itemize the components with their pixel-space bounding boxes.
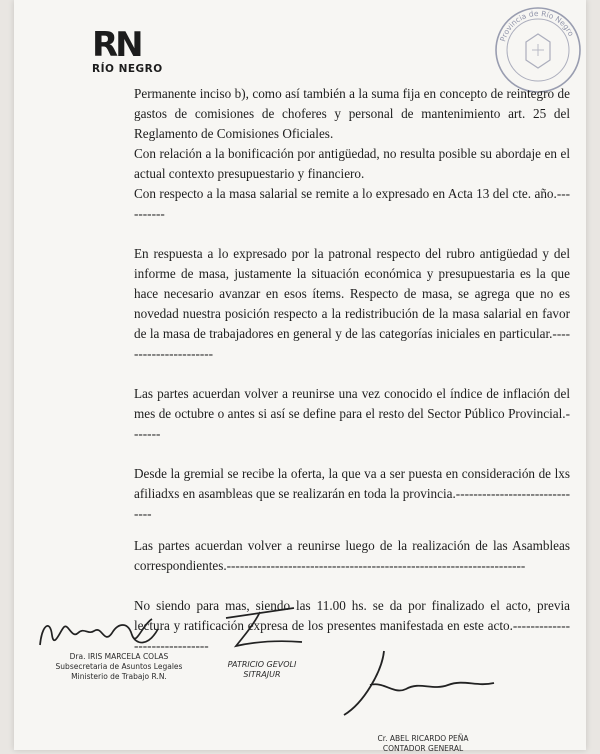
paragraph-inflation-meeting: Las partes acuerdan volver a reunirse una vez conocido el índice de inflación del mes de octubre o antes si así se define para el resto del Sector Público Provincial.------- xyxy=(134,386,570,441)
signer-right-name: Cr. ABEL RICARDO PEÑA xyxy=(377,734,469,743)
official-seal-icon xyxy=(492,4,584,96)
signature-middle xyxy=(214,604,334,654)
seal-text: Provincia de Río Negro xyxy=(498,8,576,43)
signer-left-name: Dra. IRIS MARCELA COLAS xyxy=(69,652,169,661)
paragraph-union-response: En respuesta a lo expresado por la patronal respecto del rubro antigüedad y del informe de masa, justamente la situación económica y presupuestaria es la que hace necesario avanzar en esos ítems. Respecto de masa, se agrega que no es novedad nuestra posición respecto a la redistribución de la masa salarial en favor de la masa de trabajadores en general y de las categorías iniciales en particular.---------------------- xyxy=(134,246,570,361)
logo-text: RÍO NEGRO xyxy=(92,63,163,75)
paragraph-offer-assemblies: Desde la gremial se recibe la oferta, la que va a ser puesta en consideración de lxs afiliadxs en asambleas que se realizarán en toda la provincia.------------------------------ xyxy=(134,466,570,521)
signature-middle-caption xyxy=(202,660,322,680)
signer-left-role: Subsecretaria de Asuntos Legales xyxy=(55,662,183,671)
paragraph-commission-reimbursement: Permanente inciso b), como así también a la suma fija en concepto de reintegro de gastos de comisiones de choferes y personal de mantenimiento art. 25 del Reglamento de Comisiones Oficiales. xyxy=(134,86,570,141)
paragraph-salary-mass: Con respecto a la masa salarial se remite a lo expresado en Acta 13 del cte. año.---------- xyxy=(134,186,570,221)
paragraph-reconvene: Las partes acuerdan volver a reunirse luego de la realización de las Asambleas correspondientes.-------------------------------------------------------------------- xyxy=(134,538,570,573)
signer-middle-name: PATRICIO GEVOLI xyxy=(227,660,297,669)
signature-right-caption xyxy=(348,734,498,754)
paragraph-seniority-bonus: Con relación a la bonificación por antigüedad, no resulta posible su abordaje en el actual contexto presupuestario y financiero. xyxy=(134,146,570,181)
signature-right xyxy=(324,645,504,720)
signer-right-role: CONTADOR GENERAL xyxy=(382,744,464,753)
document-body xyxy=(134,84,570,656)
signature-left-caption xyxy=(54,652,184,682)
document-page xyxy=(14,0,586,753)
signer-middle-org: SITRAJUR xyxy=(243,670,281,679)
paragraph-closing: No siendo para mas, siendo las 11.00 hs. se da por finalizado el acto, previa lectura y ratificación expresa de los presentes manifestada en este acto.------------------------------ xyxy=(134,598,570,653)
signer-left-org: Ministerio de Trabajo R.N. xyxy=(71,672,167,681)
logo-mark: RN xyxy=(92,25,141,65)
rio-negro-logo xyxy=(92,25,172,75)
